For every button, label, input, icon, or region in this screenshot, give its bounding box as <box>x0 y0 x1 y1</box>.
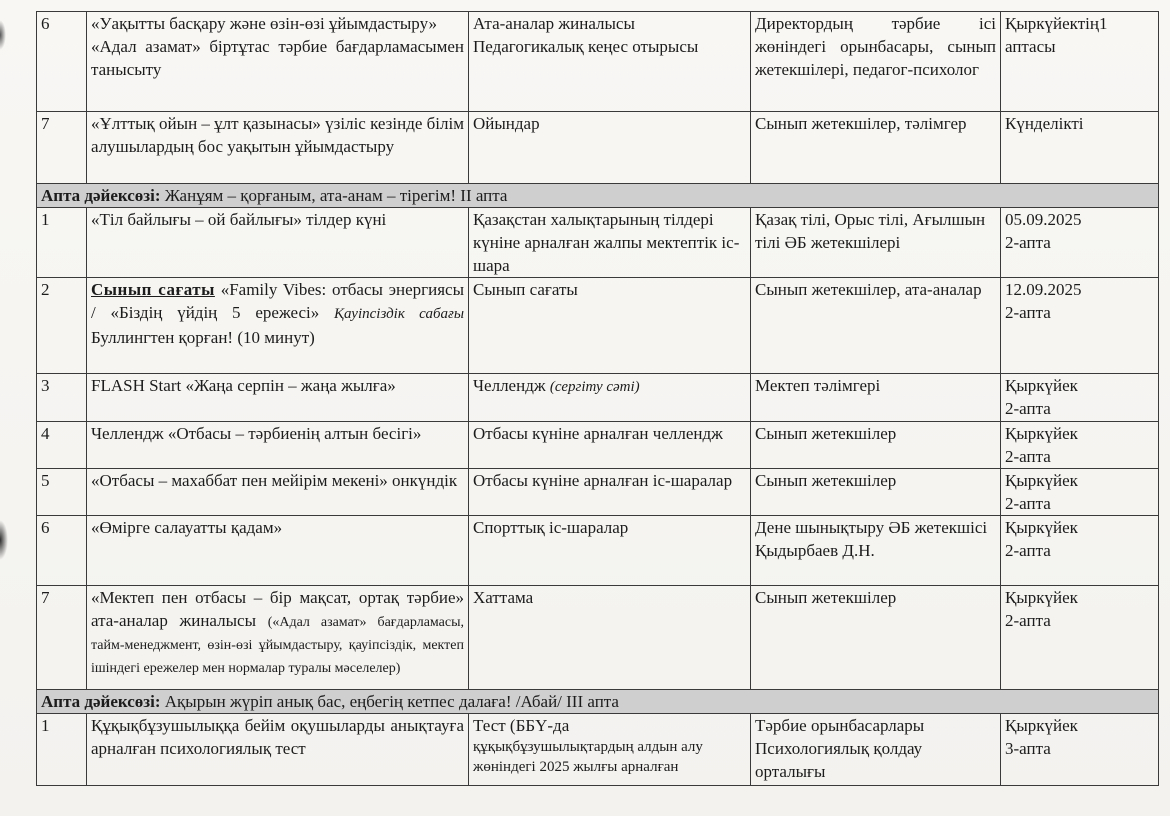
date-value: Қыркүйек <box>1005 588 1078 607</box>
week-quote-row <box>37 690 1159 714</box>
form-cell <box>469 374 751 422</box>
week-quote-label: Апта дәйексөзі: <box>41 186 161 205</box>
responsible-cell: Сынып жетекшілер, ата-аналар <box>751 278 1001 374</box>
row-number: 7 <box>37 586 87 690</box>
safety-lesson-label: Қауіпсіздік сабағы <box>334 306 464 322</box>
event-cell: «Тіл байлығы – ой байлығы» тілдер күні <box>87 208 469 278</box>
week-quote-row <box>37 184 1159 208</box>
form-cell <box>469 12 751 112</box>
form-note: (сергіту сәті) <box>549 379 640 395</box>
responsible-cell: Дене шынықтыру ӘБ жетекшісі Қыдырбаев Д.Н. <box>751 516 1001 586</box>
row-number: 4 <box>37 422 87 469</box>
event-cell <box>87 586 469 690</box>
form-text: Тест (ББҮ-да <box>473 716 570 735</box>
date-cell <box>1001 586 1159 690</box>
page-edge-shadow <box>0 20 6 50</box>
table-row <box>37 278 1159 374</box>
responsible-cell: Сынып жетекшілер <box>751 422 1001 469</box>
date-cell <box>1001 374 1159 422</box>
responsible-cell: Мектеп тәлімгері <box>751 374 1001 422</box>
row-number: 6 <box>37 516 87 586</box>
date-cell <box>1001 469 1159 516</box>
responsible-cell: Сынып жетекшілер, тәлімгер <box>751 112 1001 184</box>
table-row <box>37 714 1159 786</box>
date-cell <box>1001 714 1159 786</box>
week-value: 2-апта <box>1005 233 1051 252</box>
form-cell: Қазақстан халықтарының тілдері күніне арналған жалпы мектептік іс-шара <box>469 208 751 278</box>
table-row <box>37 469 1159 516</box>
table-row <box>37 12 1159 112</box>
responsible-cell: Директордың тәрбие ісі жөніндегі орынбасары, сынып жетекшілері, педагог-психолог <box>751 12 1001 112</box>
week-value: 2-апта <box>1005 494 1051 513</box>
date-value: 05.09.2025 <box>1005 210 1082 229</box>
table-row <box>37 208 1159 278</box>
date-value: Қыркүйек <box>1005 471 1078 490</box>
week-quote-text: Жанұям – қорғаным, ата-анам – тірегім! II апта <box>164 186 508 205</box>
table-row <box>37 112 1159 184</box>
responsible-cell: Тәрбие орынбасарлары Психологиялық қолдау орталығы <box>751 714 1001 786</box>
date-cell <box>1001 278 1159 374</box>
date-cell <box>1001 422 1159 469</box>
week-quote <box>37 690 1159 714</box>
responsible-cell: Сынып жетекшілер <box>751 586 1001 690</box>
event-cell: Челлендж «Отбасы – тәрбиенің алтын бесігі» <box>87 422 469 469</box>
date-cell <box>1001 516 1159 586</box>
event-cell: Құқықбұзушылыққа бейім оқушыларды анықтауға арналған психологиялық тест <box>87 714 469 786</box>
event-cell: «Отбасы – махаббат пен мейірім мекені» онкүндік <box>87 469 469 516</box>
event-cell: «Өмірге салауатты қадам» <box>87 516 469 586</box>
week-value: 2-апта <box>1005 611 1051 630</box>
row-number: 1 <box>37 714 87 786</box>
week-value: 3-апта <box>1005 739 1051 758</box>
date-cell <box>1001 208 1159 278</box>
table-row <box>37 586 1159 690</box>
form-cell: Хаттама <box>469 586 751 690</box>
form-cell <box>469 714 751 786</box>
date-value: Қыркүйек <box>1005 424 1078 443</box>
event-cell: «Ұлттық ойын – ұлт қазынасы» үзіліс кезінде білім алушылардың бос уақытын ұйымдастыру <box>87 112 469 184</box>
date-value: Қыркүйек <box>1005 518 1078 537</box>
table-row <box>37 516 1159 586</box>
row-number: 7 <box>37 112 87 184</box>
week-value: 2-апта <box>1005 399 1051 418</box>
row-number: 3 <box>37 374 87 422</box>
row-number: 1 <box>37 208 87 278</box>
week-value: 2-апта <box>1005 447 1051 466</box>
form-text: Челлендж <box>473 376 546 395</box>
event-details: («Адал азамат» бағдарламасы, тайм-менеджмент, өзін-өзі ұйымдастыру, қауіпсіздік, мектеп ішіндегі ережелер мен нормалар туралы мәселелер) <box>91 615 465 676</box>
form-cell: Отбасы күніне арналған челлендж <box>469 422 751 469</box>
education-plan-table <box>36 11 1159 786</box>
date-cell: Күнделікті <box>1001 112 1159 184</box>
row-number: 6 <box>37 12 87 112</box>
event-text: «Мектеп пен отбасы – бір мақсат, ортақ тәрбие» ата-аналар жиналысы <box>91 588 464 630</box>
week-value: 2-апта <box>1005 303 1051 322</box>
date-value: Қыркүйек <box>1005 716 1078 735</box>
date-value: 12.09.2025 <box>1005 280 1082 299</box>
row-number: 5 <box>37 469 87 516</box>
event-cell: FLASH Start «Жаңа серпін – жаңа жылға» <box>87 374 469 422</box>
week-quote-label: Апта дәйексөзі: <box>41 692 161 711</box>
event-text: «Family Vibes: отбасы энергиясы / «Біздің үйдің 5 ережесі» <box>91 280 465 322</box>
page-edge-shadow <box>0 520 8 560</box>
event-cell <box>87 278 469 374</box>
responsible-cell: Қазақ тілі, Орыс тілі, Ағылшын тілі ӘБ жетекшілері <box>751 208 1001 278</box>
week-value: 2-апта <box>1005 541 1051 560</box>
event-tail: Буллингтен қорған! (10 минут) <box>91 328 315 347</box>
event-cell <box>87 12 469 112</box>
table-row <box>37 422 1159 469</box>
week-quote <box>37 184 1159 208</box>
form-cell: Отбасы күніне арналған іс-шаралар <box>469 469 751 516</box>
class-hour-label: Сынып сағаты <box>91 280 215 299</box>
row-number: 2 <box>37 278 87 374</box>
form-cell: Сынып сағаты <box>469 278 751 374</box>
form-cell: Спорттық іс-шаралар <box>469 516 751 586</box>
form-details: құқықбұзушылықтардың алдын алу жөніндегі 2025 жылғы арналған <box>473 739 703 775</box>
form-line: Педагогикалық кеңес отырысы <box>473 37 699 56</box>
event-line: «Уақытты басқару және өзін-өзі ұйымдастыру» <box>91 14 438 33</box>
date-value: Қыркүйек <box>1005 376 1078 395</box>
table-row <box>37 374 1159 422</box>
responsible-cell: Сынып жетекшілер <box>751 469 1001 516</box>
form-cell: Ойындар <box>469 112 751 184</box>
form-line: Ата-аналар жиналысы <box>473 14 635 33</box>
date-cell: Қыркүйектің1 аптасы <box>1001 12 1159 112</box>
week-quote-text: Ақырын жүріп анық бас, еңбегің кетпес далаға! /Абай/ III апта <box>164 692 619 711</box>
event-line: «Адал азамат» біртұтас тәрбие бағдарламасымен танысыту <box>91 37 464 79</box>
